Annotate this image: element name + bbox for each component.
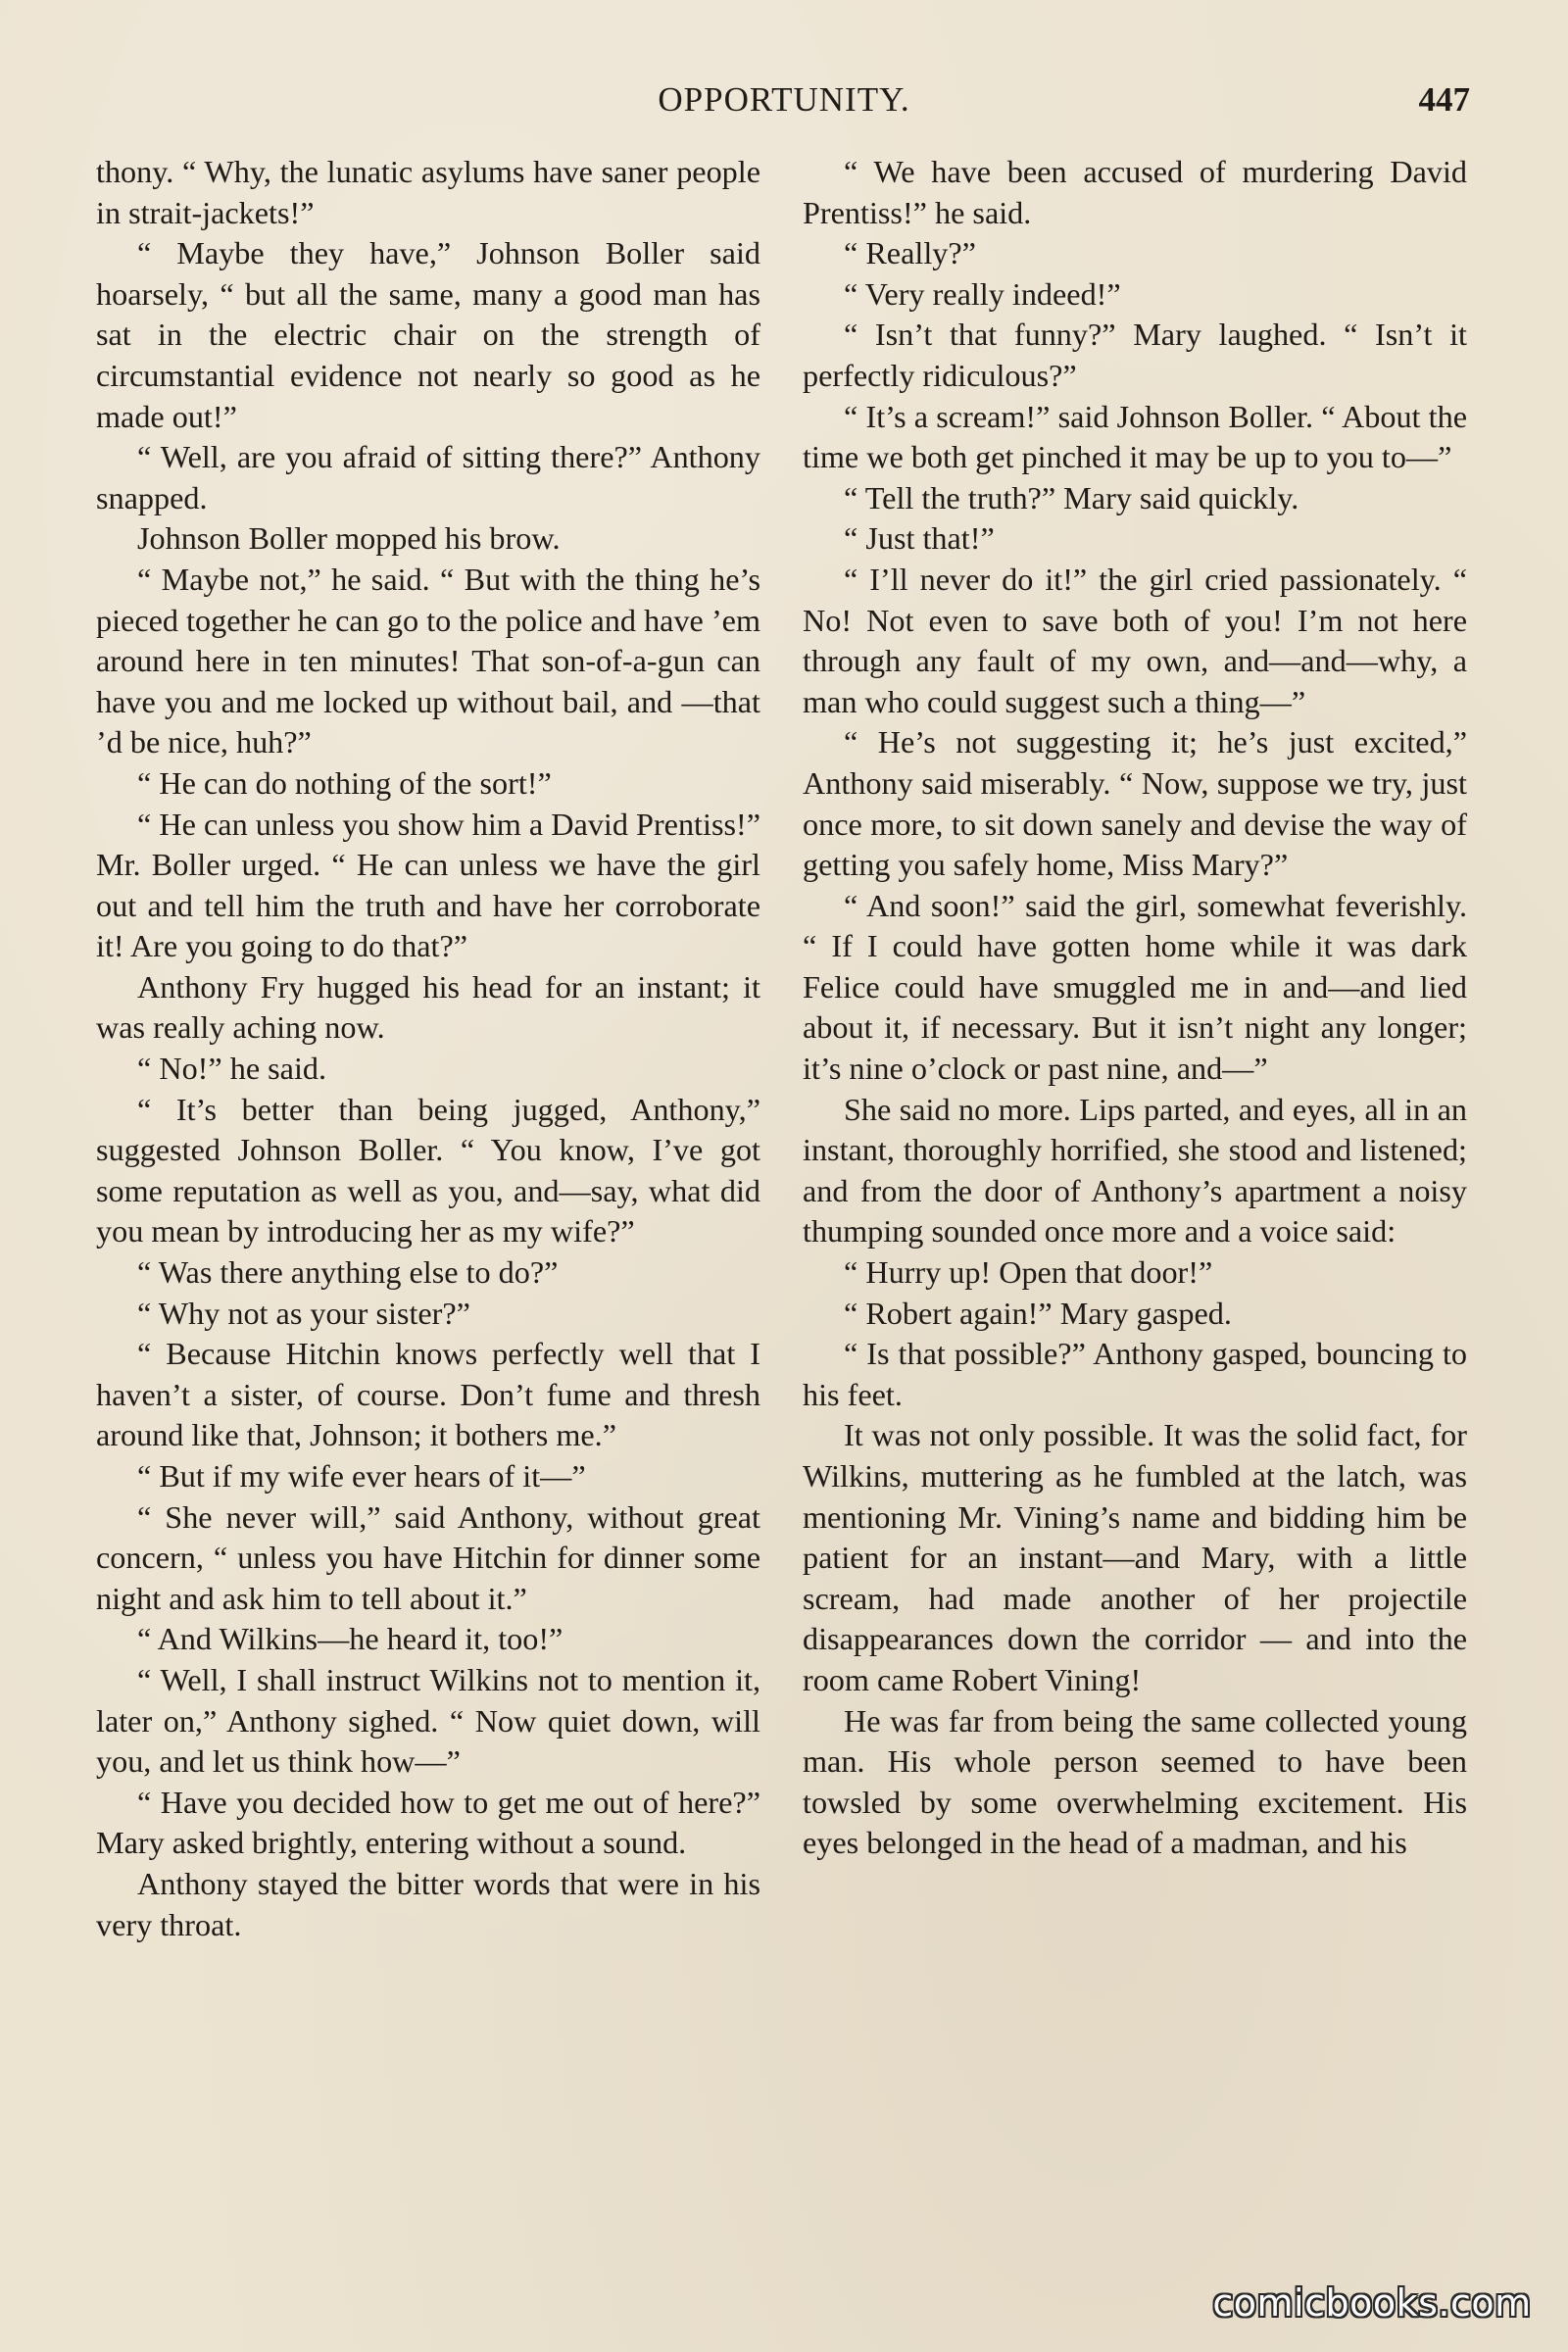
paragraph: “ Robert again!” Mary gasped. — [844, 1295, 1232, 1331]
paragraph: “ It’s a scream!” said Johnson Boller. “ About the time we both get pinched it may be up to you to—” — [803, 398, 1467, 475]
paragraph: “ Maybe not,” he said. “ But with the thing he’s pieced together he can go to the police and have ’em around here in ten minutes! That son-of-a-gun can have you and me locked up without bail, and —that ’d be nice, huh?” — [96, 561, 760, 760]
paragraph: “ Well, I shall instruct Wilkins not to mention it, later on,” Anthony sighed. “ Now quiet down, will you, and let us think how—” — [96, 1661, 760, 1780]
paragraph: It was not only possible. It was the solid fact, for Wilkins, muttering as he fumbled at the latch, was mentioning Mr. Vining’s name and bidding him be patient for an instant—and Mary, with a little scream, had made another of her projectile disappearances down the corridor — and into the room came Robert Vining! — [803, 1417, 1467, 1697]
paragraph: “ And soon!” said the girl, somewhat feverishly. “ If I could have gotten home while it was dark Felice could have smuggled me in and—and lied about it, if necessary. But it isn’t night any longer; it’s nine o’clock or past nine, and—” — [803, 887, 1467, 1087]
paragraph: “ He can do nothing of the sort!” — [137, 764, 552, 801]
page-number: 447 — [1418, 80, 1470, 119]
paragraph: “ But if my wife ever hears of it—” — [137, 1458, 586, 1494]
paragraph: “ Because Hitchin knows perfectly well that I haven’t a sister, of course. Don’t fume and thresh around like that, Johnson; it bothers me.” — [96, 1336, 760, 1453]
left-text-column — [96, 152, 760, 1945]
paragraph: “ And Wilkins—he heard it, too!” — [137, 1621, 564, 1657]
paragraph: “ She never will,” said Anthony, without great concern, “ unless you have Hitchin for dinner some night and ask him to tell about it.” — [96, 1498, 760, 1616]
running-header: OPPORTUNITY. — [658, 80, 910, 119]
paragraph: “ Just that!” — [844, 520, 995, 557]
paragraph: Johnson Boller mopped his brow. — [137, 520, 561, 557]
paragraph: “ Well, are you afraid of sitting there?” Anthony snapped. — [96, 439, 760, 515]
paragraph: “ Tell the truth?” Mary said quickly. — [844, 479, 1299, 515]
paragraph: “ We have been accused of murdering David Prentiss!” he said. — [803, 154, 1467, 230]
paragraph: He was far from being the same collected young man. His whole person seemed to have been towsled by some overwhelming excitement. His eyes belonged in the head of a madman, and his — [803, 1702, 1467, 1861]
paragraph: “ I’ll never do it!” the girl cried passionately. “ No! Not even to save both of you! I’m not here through any fault of my own, and—and—why, a man who could suggest such a thing—” — [803, 561, 1467, 719]
paragraph: “ Maybe they have,” Johnson Boller said hoarsely, “ but all the same, many a good man has sat in the electric chair on the strength of circumstantial evidence not nearly so good as he made out!” — [96, 235, 760, 434]
right-text-column — [803, 152, 1467, 1864]
paragraph: “ Hurry up! Open that door!” — [844, 1254, 1213, 1291]
watermark-logo: comicbooks.com — [1212, 2281, 1532, 2325]
paragraph: “ No!” he said. — [137, 1051, 327, 1087]
paragraph: “ It’s better than being jugged, Anthony,” suggested Johnson Boller. “ You know, I’ve got some reputation as well as you, and—say, what did you mean by introducing her as my wife?” — [96, 1091, 760, 1250]
paragraph: Anthony Fry hugged his head for an instant; it was really aching now. — [96, 968, 760, 1046]
paragraph: Anthony stayed the bitter words that were in his very throat. — [96, 1865, 760, 1942]
paragraph: “ Isn’t that funny?” Mary laughed. “ Isn’t it perfectly ridiculous?” — [803, 317, 1467, 393]
paragraph: She said no more. Lips parted, and eyes, all in an instant, thoroughly horrified, she stood and listened; and from the door of Anthony’s apartment a noisy thumping sounded once more and a voice said: — [803, 1091, 1467, 1250]
paragraph: “ Really?” — [844, 235, 976, 271]
paragraph: “ Why not as your sister?” — [137, 1295, 470, 1331]
paragraph: “ He’s not suggesting it; he’s just excited,” Anthony said miserably. “ Now, suppose we try, just once more, to sit down sanely and devise the way of getting you safely home, Miss Mary?” — [803, 724, 1467, 883]
paragraph: “ Have you decided how to get me out of here?” Mary asked brightly, entering without a sound. — [96, 1784, 760, 1861]
paragraph: “ Is that possible?” Anthony gasped, bouncing to his feet. — [803, 1336, 1467, 1412]
paragraph: “ Very really indeed!” — [844, 275, 1121, 312]
paragraph: thony. “ Why, the lunatic asylums have saner people in strait-jackets!” — [96, 154, 760, 230]
paragraph: “ Was there anything else to do?” — [137, 1254, 559, 1291]
paragraph: “ He can unless you show him a David Prentiss!” Mr. Boller urged. “ He can unless we have the girl out and tell him the truth and have her corroborate it! Are you going to do that?” — [96, 806, 760, 964]
